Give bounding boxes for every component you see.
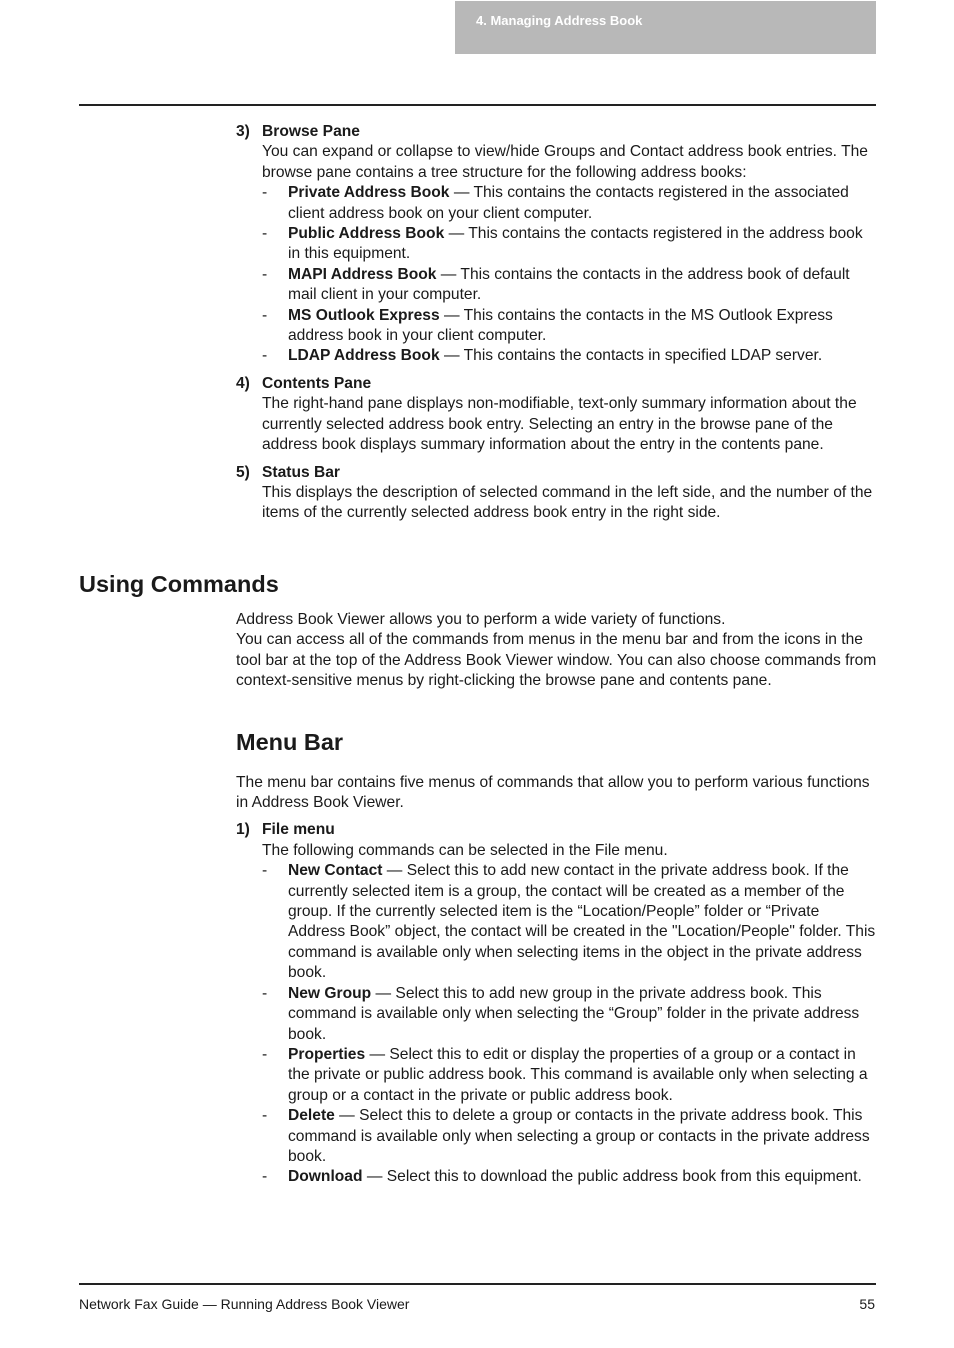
bullet-term: LDAP Address Book xyxy=(288,347,440,365)
bullet-text: — Select this to add new group in the private address book. This command is available only when selecting the “Group” folder in the private address book. xyxy=(288,984,860,1043)
contents-pane-section xyxy=(236,374,878,456)
bullet-term: MS Outlook Express xyxy=(288,306,440,324)
bottom-divider xyxy=(79,1283,876,1285)
list-item xyxy=(262,306,878,347)
bullet-dash: - xyxy=(262,1107,268,1125)
list-item xyxy=(262,183,878,224)
status-bar-section xyxy=(236,463,878,524)
bullet-term: Public Address Book xyxy=(288,225,445,243)
bullet-dash: - xyxy=(262,862,268,880)
menu-bar-intro: The menu bar contains five menus of commands that allow you to perform various functions in Address Book Viewer. xyxy=(236,773,870,812)
address-book-list xyxy=(262,183,878,367)
menu-bar-heading: Menu Bar xyxy=(236,728,344,755)
bullet-dash: - xyxy=(262,1045,268,1063)
list-item xyxy=(262,984,878,1045)
list-item xyxy=(262,1167,878,1187)
page-number: 55 xyxy=(859,1296,875,1312)
item-title: Contents Pane xyxy=(262,374,372,392)
bullet-text: — This contains the contacts in the address book of default mail client in your computer. xyxy=(288,265,850,304)
using-commands-para-2: You can access all of the commands from menus in the menu bar and from the icons in the tool bar at the top of the Address Book Viewer window. You can also choose commands from context-sensitive menus by right-clicking the browse pane and contents pane. xyxy=(236,631,877,690)
bullet-text: — This contains the contacts registered in the associated client address book on your client computer. xyxy=(288,184,849,222)
file-menu-section xyxy=(236,820,878,1187)
list-item xyxy=(262,224,878,265)
item-title: Browse Pane xyxy=(262,123,360,140)
bullet-dash: - xyxy=(262,1168,268,1186)
footer-title: Network Fax Guide — Running Address Book Viewer xyxy=(79,1296,410,1312)
bullet-dash: - xyxy=(262,225,268,243)
bullet-term: MAPI Address Book xyxy=(288,265,437,283)
list-item xyxy=(262,265,878,306)
bullet-term: Private Address Book xyxy=(288,184,450,202)
bullet-term: New Contact xyxy=(288,862,383,880)
bullet-text: — This contains the contacts in the MS Outlook Express address book in your client computer. xyxy=(288,306,833,345)
bullet-term: Delete xyxy=(288,1107,335,1125)
item-description: This displays the description of selected command in the left side, and the number of the items of the currently selected address book entry in the right side. xyxy=(262,483,873,522)
browse-pane-section xyxy=(236,122,878,367)
chapter-title: 4. Managing Address Book xyxy=(476,13,643,28)
commands-content xyxy=(236,610,878,1195)
bullet-dash: - xyxy=(262,347,268,365)
list-item xyxy=(262,1106,878,1167)
list-item xyxy=(262,1045,878,1106)
item-number: 1) xyxy=(236,821,250,839)
bullet-term: Properties xyxy=(288,1045,366,1063)
using-commands-heading: Using Commands xyxy=(79,571,279,597)
bullet-text: — Select this to edit or display the properties of a group or a contact in the private or public address book. This command is available only when selecting a group or a contact in the private or public address book. xyxy=(288,1045,868,1104)
bullet-term: Download xyxy=(288,1168,363,1186)
list-item xyxy=(262,861,878,983)
item-title: Status Bar xyxy=(262,463,340,481)
bullet-dash: - xyxy=(262,306,268,324)
bullet-dash: - xyxy=(262,265,268,283)
bullet-text: — Select this to download the public address book from this equipment. xyxy=(362,1168,862,1186)
top-divider xyxy=(79,104,876,106)
item-description: The following commands can be selected in the File menu. xyxy=(262,841,668,859)
item-title: File menu xyxy=(262,821,335,839)
item-description: You can expand or collapse to view/hide Groups and Contact address book entries. The browse pane contains a tree structure for the following address books: xyxy=(262,143,868,181)
using-commands-para-1: Address Book Viewer allows you to perform a wide variety of functions. xyxy=(236,611,726,628)
bullet-text: — Select this to delete a group or contacts in the private address book. This command is available only when selecting a group or contacts in the private address book. xyxy=(288,1107,870,1165)
file-menu-commands-list xyxy=(262,861,878,1188)
item-number: 4) xyxy=(236,374,250,392)
bullet-term: New Group xyxy=(288,984,372,1002)
bullet-dash: - xyxy=(262,984,268,1002)
chapter-header-tab xyxy=(455,1,876,54)
bullet-dash: - xyxy=(262,184,268,202)
item-number: 3) xyxy=(236,123,250,140)
bullet-text: — This contains the contacts registered in the address book in this equipment. xyxy=(288,225,863,263)
bullet-text: — Select this to add new contact in the private address book. If the currently selected item is a group, the contact will be created as a member of the group. If the currently selected item is the “Location/People” folder or “Private Address Book” object, the contact will be created in the "Location/People" folder. This command is available only when selecting items in the object in the private address book. xyxy=(288,862,876,982)
item-description: The right-hand pane displays non-modifiable, text-only summary information about the currently selected address book entry. Selecting an entry in the browse pane of the address book displays summary information about the entry in the contents pane. xyxy=(262,395,857,454)
bullet-text: — This contains the contacts in specified LDAP server. xyxy=(439,347,823,365)
item-number: 5) xyxy=(236,463,250,481)
list-item xyxy=(262,346,878,366)
pane-descriptions xyxy=(236,122,878,531)
